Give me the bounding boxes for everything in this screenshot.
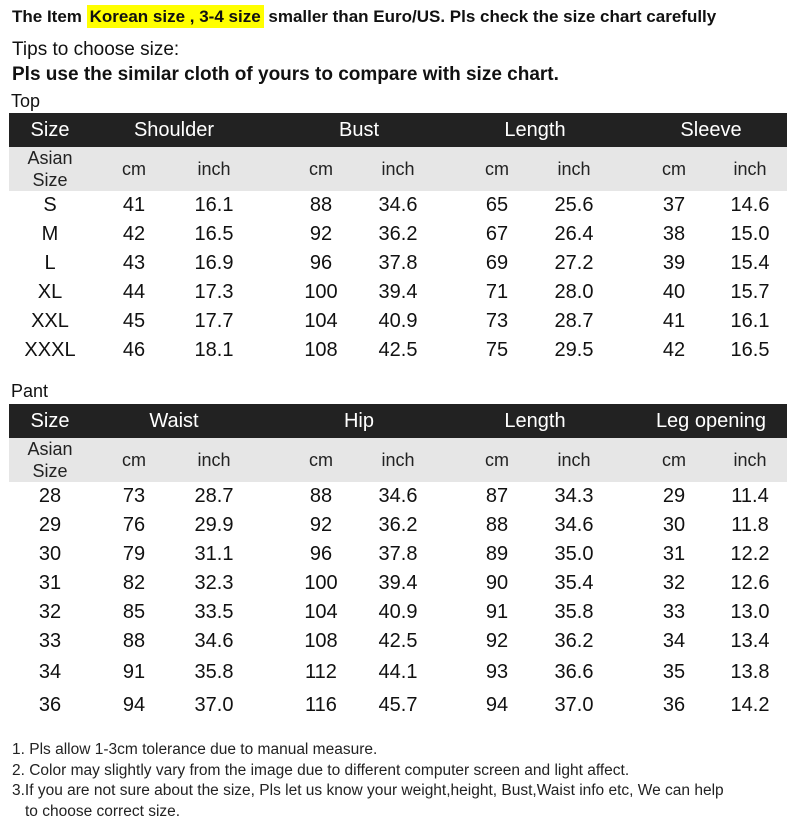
pant-unit-cell: inch xyxy=(381,449,415,470)
top-unit-cell: inch xyxy=(381,158,415,179)
pant-asian-size-line2: Size xyxy=(32,461,68,481)
pant-table-cell: 34.6 xyxy=(378,485,418,507)
top-size-table xyxy=(9,113,787,365)
pant-table-row xyxy=(9,627,787,656)
top-table-cell: 38 xyxy=(662,223,686,245)
top-unit-cell: cm xyxy=(485,158,509,179)
top-table-cell: 39 xyxy=(662,252,686,274)
top-table-cell: 18.1 xyxy=(194,339,234,361)
pant-table-cell: 28.7 xyxy=(194,485,234,507)
pant-table-cell: 36 xyxy=(662,694,686,716)
pant-table-cell: 34.6 xyxy=(194,630,234,652)
pant-table-cell: 34.6 xyxy=(554,514,594,536)
pant-header-cell: Leg opening xyxy=(655,409,767,432)
top-table-cell: 15.4 xyxy=(730,252,770,274)
pant-table-cell: 79 xyxy=(122,543,146,565)
top-table-cell: 16.5 xyxy=(730,339,770,361)
top-table-cell: XXXL xyxy=(24,339,76,361)
pant-unit-cell: cm xyxy=(662,449,686,470)
note-3-continued: to choose correct size. xyxy=(25,802,181,820)
pant-header-row xyxy=(9,404,787,438)
pant-header-cell: Size xyxy=(30,409,70,432)
top-header-cell: Size xyxy=(30,118,70,141)
pant-table-cell: 90 xyxy=(485,572,509,594)
pant-table-cell: 36.2 xyxy=(378,514,418,536)
top-unit-cell: inch xyxy=(557,158,591,179)
top-table-cell: 16.1 xyxy=(730,310,770,332)
top-table-cell: L xyxy=(44,252,56,274)
pant-table-cell: 33 xyxy=(38,630,62,652)
pant-table-cell: 82 xyxy=(122,572,146,594)
top-table-cell: 14.6 xyxy=(730,194,770,216)
top-table-cell: 75 xyxy=(485,339,509,361)
pant-table-cell: 30 xyxy=(38,543,62,565)
pant-table-cell: 35 xyxy=(662,661,686,683)
pant-table-cell: 93 xyxy=(485,661,509,683)
top-table-cell: 29.5 xyxy=(554,339,594,361)
headline-highlight: Korean size , 3-4 size xyxy=(87,5,264,28)
tips-heading: Tips to choose size: xyxy=(12,39,180,60)
top-table-cell: 71 xyxy=(485,281,509,303)
top-table-cell: 104 xyxy=(304,310,338,332)
pant-table-cell: 36 xyxy=(38,694,62,716)
top-unit-cell: cm xyxy=(122,158,146,179)
top-table-cell: XXL xyxy=(31,310,69,332)
top-table-cell: 28.7 xyxy=(554,310,594,332)
top-table-row xyxy=(9,249,787,278)
pant-table-cell: 42.5 xyxy=(378,630,418,652)
pant-table-cell: 34.3 xyxy=(554,485,594,507)
pant-table-cell: 13.0 xyxy=(730,601,770,623)
pant-table-cell: 88 xyxy=(485,514,509,536)
pant-table-cell: 92 xyxy=(485,630,509,652)
pant-table-cell: 35.0 xyxy=(554,543,594,565)
pant-table-cell: 28 xyxy=(38,485,62,507)
pant-table-row xyxy=(9,656,787,689)
pant-table-cell: 29 xyxy=(38,514,62,536)
top-section-label: Top xyxy=(11,91,41,111)
top-unit-row xyxy=(9,147,787,191)
pant-header-cell: Waist xyxy=(149,409,199,432)
top-table-cell: 73 xyxy=(485,310,509,332)
pant-table-cell: 89 xyxy=(485,543,509,565)
pant-table-cell: 29.9 xyxy=(194,514,234,536)
top-table-cell: M xyxy=(41,223,59,245)
top-table-cell: 28.0 xyxy=(554,281,594,303)
top-table-cell: 41 xyxy=(662,310,686,332)
top-table-cell: XL xyxy=(37,281,63,303)
top-table-row xyxy=(9,336,787,365)
top-table-cell: 16.1 xyxy=(194,194,234,216)
headline-suffix: smaller than Euro/US. Pls check the size chart carefully xyxy=(263,7,717,26)
top-table-row xyxy=(9,307,787,336)
pant-table-cell: 87 xyxy=(485,485,509,507)
pant-table-cell: 11.4 xyxy=(731,485,769,507)
top-unit-cell: inch xyxy=(733,158,767,179)
top-table-cell: 26.4 xyxy=(554,223,594,245)
pant-table-cell: 100 xyxy=(304,572,338,594)
pant-table-cell: 31 xyxy=(662,543,686,565)
top-table-cell: 17.7 xyxy=(194,310,234,332)
top-table-cell: 42.5 xyxy=(378,339,418,361)
headline xyxy=(12,4,716,30)
pant-table-cell: 34 xyxy=(662,630,686,652)
pant-table-cell: 37.0 xyxy=(554,694,594,716)
pant-table-cell: 94 xyxy=(122,694,146,716)
top-table-cell: 27.2 xyxy=(554,252,594,274)
note-3: 3.If you are not sure about the size, Pls let us know your weight,height, Bust,Waist info etc, We can help xyxy=(12,782,724,799)
top-table-cell: 42 xyxy=(122,223,146,245)
top-header-row xyxy=(9,113,787,147)
top-table-cell: 108 xyxy=(304,339,338,361)
pant-table-cell: 91 xyxy=(122,661,146,683)
top-table-cell: 88 xyxy=(309,194,333,216)
pant-table-cell: 94 xyxy=(485,694,509,716)
pant-section-label: Pant xyxy=(11,381,49,401)
note-1: 1. Pls allow 1-3cm tolerance due to manual measure. xyxy=(12,741,378,758)
pant-asian-size-line1: Asian xyxy=(27,439,73,459)
pant-table-cell: 88 xyxy=(309,485,333,507)
pant-table-cell: 104 xyxy=(304,601,338,623)
pant-table-cell: 76 xyxy=(122,514,146,536)
top-table-cell: 40.9 xyxy=(378,310,418,332)
pant-table-cell: 13.8 xyxy=(730,661,770,683)
top-header-cell: Shoulder xyxy=(133,118,215,141)
pant-table-row xyxy=(9,482,787,511)
top-header-cell: Sleeve xyxy=(680,118,742,141)
pant-table-cell: 12.2 xyxy=(730,543,770,565)
pant-unit-cell: inch xyxy=(557,449,591,470)
pant-table-cell: 11.8 xyxy=(731,514,769,536)
pant-table-row xyxy=(9,689,787,722)
pant-asian-size-label xyxy=(12,438,88,482)
top-table-cell: 92 xyxy=(309,223,333,245)
top-table-cell: 69 xyxy=(485,252,509,274)
top-table-cell: 37 xyxy=(662,194,686,216)
note-2: 2. Color may slightly vary from the image due to different computer screen and light affect. xyxy=(12,761,630,779)
pant-unit-cell: inch xyxy=(197,449,231,470)
pant-header-cell: Hip xyxy=(343,409,374,432)
pant-table-cell: 32 xyxy=(38,601,62,623)
pant-table-cell: 39.4 xyxy=(378,572,418,594)
top-header-cell: Length xyxy=(504,118,566,141)
notes xyxy=(12,740,782,822)
top-table-row xyxy=(9,278,787,307)
pant-table-cell: 31 xyxy=(38,572,62,594)
top-table-cell: 96 xyxy=(309,252,333,274)
top-table-cell: 42 xyxy=(662,339,686,361)
pant-table-cell: 88 xyxy=(122,630,146,652)
pant-table-row xyxy=(9,511,787,540)
pant-table-cell: 32.3 xyxy=(194,572,234,594)
pant-unit-cell: cm xyxy=(485,449,509,470)
top-table-cell: 16.5 xyxy=(194,223,234,245)
pant-table-cell: 44.1 xyxy=(378,661,418,683)
pant-table-cell: 36.6 xyxy=(554,661,594,683)
top-table-cell: 100 xyxy=(304,281,338,303)
pant-table-cell: 37.8 xyxy=(378,543,418,565)
top-table-cell: 45 xyxy=(122,310,146,332)
pant-table-cell: 85 xyxy=(122,601,146,623)
pant-table-cell: 45.7 xyxy=(378,694,418,716)
top-table-cell: S xyxy=(43,194,57,216)
pant-table-cell: 31.1 xyxy=(194,543,234,565)
top-table-cell: 15.0 xyxy=(730,223,770,245)
pant-table-cell: 37.0 xyxy=(194,694,234,716)
top-table-row xyxy=(9,220,787,249)
pant-table-row xyxy=(9,598,787,627)
pant-table-cell: 13.4 xyxy=(730,630,770,652)
pant-unit-cell: cm xyxy=(309,449,333,470)
pant-table-cell: 33 xyxy=(662,601,686,623)
pant-table-cell: 92 xyxy=(309,514,333,536)
pant-table-cell: 29 xyxy=(662,485,686,507)
pant-table-cell: 35.8 xyxy=(194,661,234,683)
top-table-cell: 17.3 xyxy=(194,281,234,303)
top-table-cell: 40 xyxy=(662,281,686,303)
top-table-cell: 37.8 xyxy=(378,252,418,274)
top-unit-cell: cm xyxy=(309,158,333,179)
pant-table-cell: 91 xyxy=(485,601,509,623)
pant-table-cell: 12.6 xyxy=(730,572,770,594)
tips-instruction: Pls use the similar cloth of yours to compare with size chart. xyxy=(12,64,559,85)
pant-table-cell: 96 xyxy=(309,543,333,565)
headline-prefix: The Item xyxy=(12,7,87,26)
pant-table-cell: 108 xyxy=(304,630,338,652)
pant-table-row xyxy=(9,540,787,569)
pant-table-cell: 32 xyxy=(662,572,686,594)
pant-header-cell: Length xyxy=(504,409,566,432)
pant-table-cell: 34 xyxy=(38,661,62,683)
pant-table-row xyxy=(9,569,787,598)
pant-table-cell: 40.9 xyxy=(378,601,418,623)
top-asian-size-line1: Asian xyxy=(27,148,73,168)
pant-unit-cell: inch xyxy=(733,449,767,470)
pant-unit-row xyxy=(9,438,787,482)
top-header-cell: Bust xyxy=(338,118,380,141)
pant-size-table xyxy=(9,404,787,722)
top-table-cell: 15.7 xyxy=(730,281,770,303)
pant-table-cell: 35.4 xyxy=(554,572,594,594)
top-table-cell: 46 xyxy=(122,339,146,361)
top-table-cell: 16.9 xyxy=(194,252,234,274)
top-unit-cell: inch xyxy=(197,158,231,179)
top-table-cell: 34.6 xyxy=(378,194,418,216)
pant-table-cell: 33.5 xyxy=(194,601,234,623)
top-table-cell: 44 xyxy=(122,281,146,303)
pant-table-cell: 35.8 xyxy=(554,601,594,623)
top-table-row xyxy=(9,191,787,220)
pant-table-cell: 116 xyxy=(305,694,337,716)
top-unit-cell: cm xyxy=(662,158,686,179)
top-table-cell: 36.2 xyxy=(378,223,418,245)
pant-table-cell: 14.2 xyxy=(730,694,770,716)
top-asian-size-label xyxy=(12,147,88,191)
top-table-cell: 39.4 xyxy=(378,281,418,303)
top-table-cell: 65 xyxy=(485,194,509,216)
top-table-cell: 43 xyxy=(122,252,146,274)
pant-table-cell: 73 xyxy=(122,485,146,507)
top-asian-size-line2: Size xyxy=(32,170,68,190)
pant-table-cell: 30 xyxy=(662,514,686,536)
top-table-cell: 41 xyxy=(122,194,146,216)
pant-table-cell: 36.2 xyxy=(554,630,594,652)
pant-table-cell: 112 xyxy=(305,661,337,683)
pant-unit-cell: cm xyxy=(122,449,146,470)
top-table-cell: 25.6 xyxy=(554,194,594,216)
top-table-cell: 67 xyxy=(485,223,509,245)
